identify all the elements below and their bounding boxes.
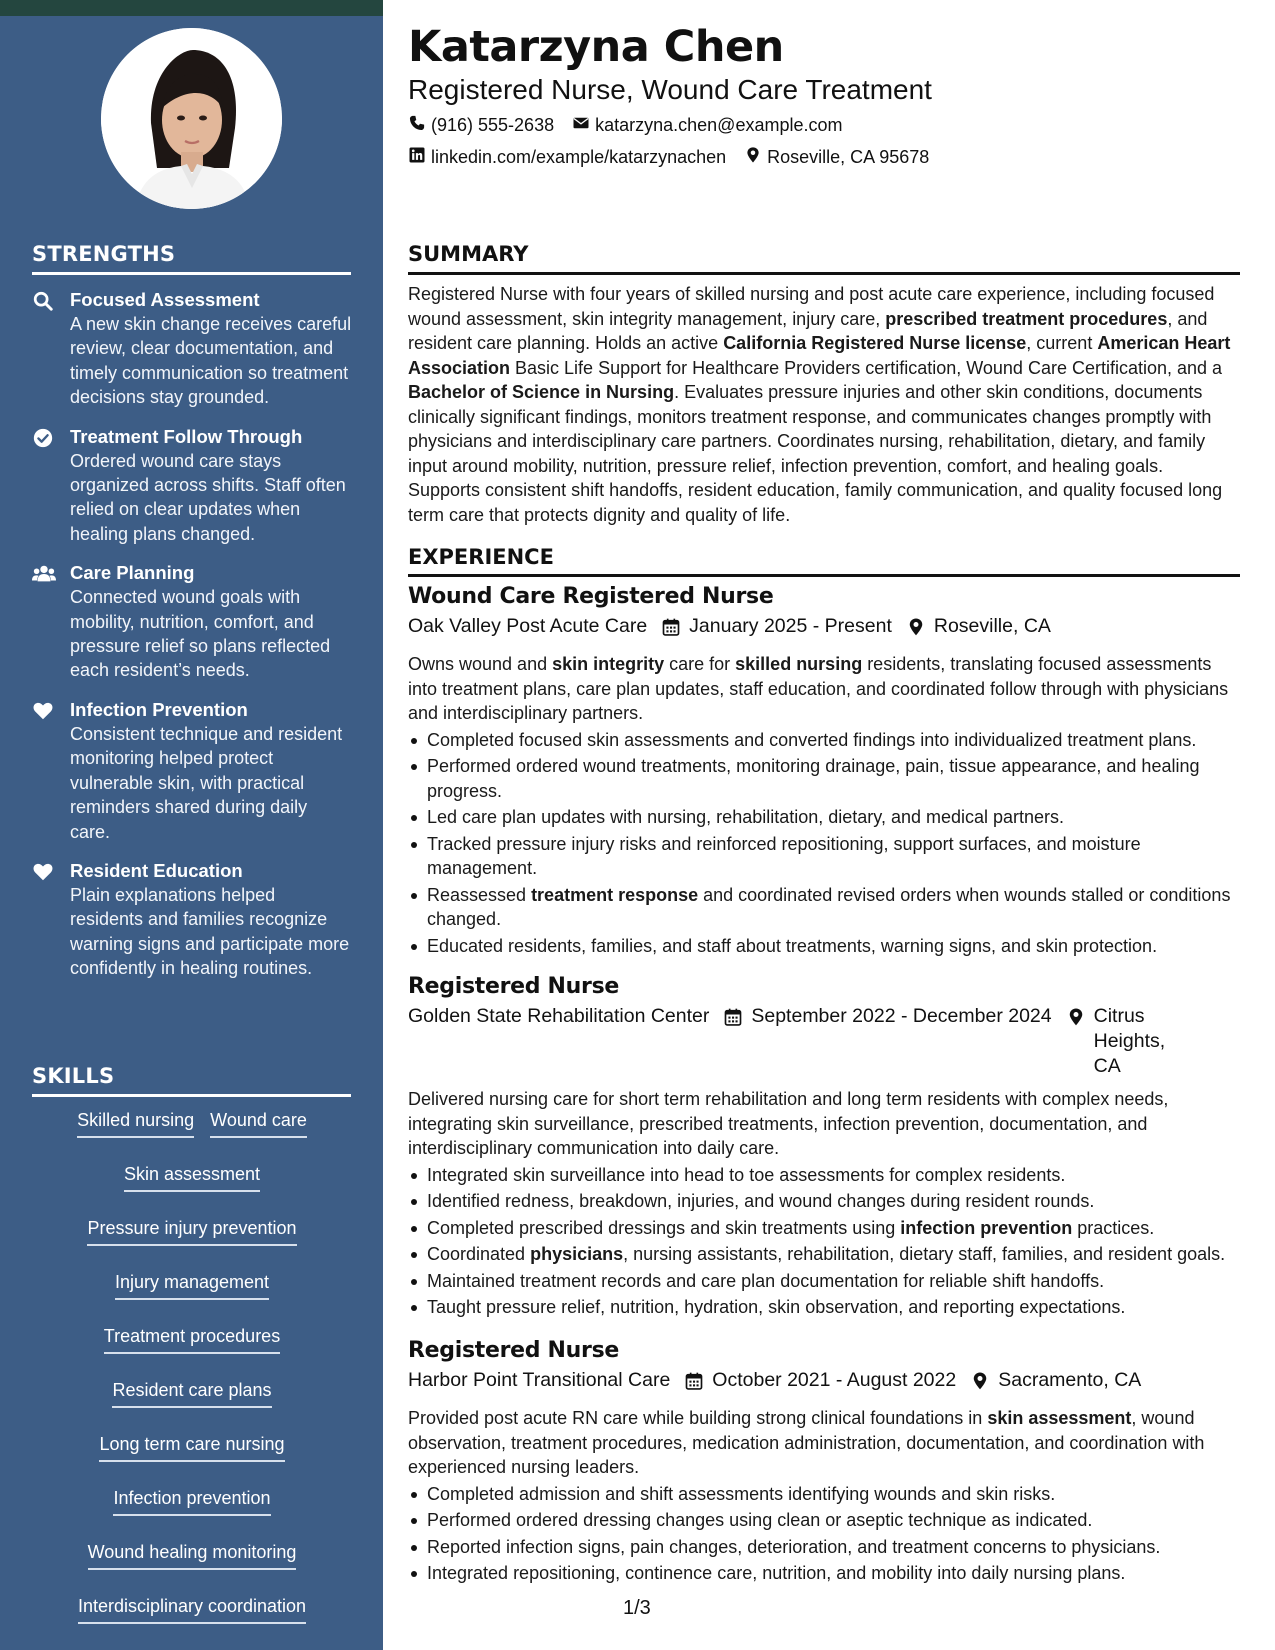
- job-entry: [408, 583, 1240, 960]
- bullet-item: Maintained treatment records and care plan documentation for reliable shift handoffs.: [408, 1269, 1240, 1294]
- job-company: Golden State Rehabilitation Center: [408, 1005, 710, 1027]
- map-pin-icon: [744, 146, 767, 169]
- strength-description: Plain explanations helped residents and families recognize warning signs and participate more confidently in healing routines.: [70, 884, 350, 979]
- skills-heading: SKILLS: [32, 1064, 115, 1088]
- job-dates: January 2025 - Present: [689, 615, 892, 637]
- job-description: Owns wound and skin integrity care for skilled nursing residents, translating focused assessments into treatment plans, care plan updates, staff education, and coordinated follow through with physicians and interdisciplinary partners.: [408, 654, 1229, 723]
- job-location-wrap: [970, 1368, 1141, 1398]
- location-text: Roseville, CA 95678: [767, 147, 930, 167]
- linkedin-text: linkedin.com/example/katarzynachen: [431, 147, 727, 167]
- emphasis-text: prescribed treatment procedures: [885, 308, 1168, 329]
- strength-item: [32, 425, 352, 547]
- emphasis-text: infection prevention: [900, 1217, 1073, 1238]
- sidebar: [0, 0, 383, 1650]
- bullet-item: Integrated repositioning, continence care, nutrition, and mobility into daily nursing plans.: [408, 1561, 1240, 1586]
- job-bullets: [408, 1482, 1240, 1586]
- skill-tag: Skilled nursing: [77, 1108, 194, 1138]
- job-entry: [408, 973, 1240, 1322]
- emphasis-text: skilled nursing: [735, 654, 863, 674]
- contact-phone: [408, 114, 554, 137]
- job-description: Provided post acute RN care while building strong clinical foundations in skin assessment, wound observation, treatment procedures, medication administration, documentation, and coordination with experienced nursing leaders.: [408, 1408, 1205, 1477]
- strengths-list: [32, 288, 352, 996]
- skill-tag: Wound healing monitoring: [88, 1540, 297, 1570]
- profile-photo: [101, 28, 282, 209]
- strength-item: [32, 288, 352, 410]
- heart-icon: [32, 861, 54, 883]
- job-role: Registered Nurse: [408, 1338, 619, 1363]
- envelope-icon: [572, 114, 595, 137]
- search-icon: [32, 290, 54, 312]
- users-icon: [32, 563, 54, 585]
- strength-title: Care Planning: [70, 562, 195, 584]
- summary-text: Registered Nurse with four years of skilled nursing and post acute care experience, including focused wound assessment, skin integrity management, injury care, prescribed treatment procedures, and resident care planning. Holds an active California Registered Nurse license, current American Heart Association Basic Life Support for Healthcare Providers certification, Wound Care Certification, and a Bachelor of Science in Nursing. Evaluates pressure injuries and other skin conditions, documents clinically significant findings, monitors treatment response, and communicates changes promptly with physicians and interdisciplinary care partners. Coordinates nursing, rehabilitation, dietary, and family input around mobility, nutrition, pressure relief, infection prevention, comfort, and healing goals. Supports consistent shift handoffs, resident education, family communication, and quality focused long term care that protects dignity and quality of life.: [408, 284, 1231, 525]
- calendar-icon: [723, 1004, 751, 1034]
- job-role: Registered Nurse: [408, 974, 619, 999]
- job-location: Roseville, CA: [933, 615, 1051, 637]
- candidate-title: Registered Nurse, Wound Care Treatment: [408, 74, 932, 105]
- skill-tag: Long term care nursing: [99, 1432, 284, 1462]
- bullet-item: Led care plan updates with nursing, rehabilitation, dietary, and medical partners.: [408, 805, 1240, 830]
- calendar-icon: [684, 1368, 712, 1398]
- strength-title: Focused Assessment: [70, 289, 260, 310]
- emphasis-text: physicians: [530, 1244, 624, 1264]
- job-dates: October 2021 - August 2022: [712, 1369, 957, 1391]
- strength-item: [32, 859, 352, 981]
- bullet-item: Performed ordered dressing changes using clean or aseptic technique as indicated.: [408, 1508, 1240, 1533]
- contact-row: [408, 146, 947, 169]
- job-meta: [408, 1004, 1240, 1079]
- skill-tag: Injury management: [115, 1270, 269, 1300]
- job-dates: September 2022 - December 2024: [751, 1005, 1052, 1027]
- page-number: 1/3: [623, 1597, 651, 1619]
- strength-title: Treatment Follow Through: [70, 425, 303, 447]
- job-location-wrap: [906, 614, 1051, 644]
- contact-row: [408, 114, 860, 137]
- phone-icon: [408, 114, 431, 137]
- job-role: Wound Care Registered Nurse: [408, 584, 774, 609]
- job-meta: [408, 614, 1240, 644]
- job-company: Oak Valley Post Acute Care: [408, 615, 648, 637]
- map-pin-icon: [970, 1368, 998, 1398]
- job-bullets: [408, 1163, 1240, 1320]
- bullet-item: Reported infection signs, pain changes, deterioration, and treatment concerns to physicians.: [408, 1535, 1240, 1560]
- bullet-item: Educated residents, families, and staff about treatments, warning signs, and skin protection.: [408, 934, 1240, 959]
- strength-title: Resident Education: [70, 859, 243, 881]
- bullet-item: Identified redness, breakdown, injuries, and wound changes during resident rounds.: [408, 1189, 1240, 1214]
- skills-rule: [32, 1094, 351, 1097]
- job-location: Sacramento, CA: [998, 1369, 1142, 1391]
- job-location: Citrus Heights, CA: [1093, 1005, 1166, 1077]
- emphasis-text: skin integrity: [552, 654, 665, 674]
- job-bullets: [408, 728, 1240, 959]
- map-pin-icon: [1066, 1004, 1094, 1034]
- emphasis-text: American Heart Association: [408, 333, 1231, 378]
- job-description: Delivered nursing care for short term rehabilitation and long term residents with complex needs, integrating skin surveillance, prescribed treatments, infection prevention, documentation, and interdisciplinary communication into daily care.: [408, 1089, 1169, 1158]
- strength-description: Connected wound goals with mobility, nutrition, comfort, and pressure relief so plans reflected each resident’s needs.: [70, 587, 331, 681]
- bullet-item: Coordinated physicians, nursing assistants, rehabilitation, dietary staff, families, and resident goals.: [408, 1242, 1240, 1267]
- job-company: Harbor Point Transitional Care: [408, 1369, 671, 1391]
- candidate-name: Katarzyna Chen: [408, 22, 784, 72]
- experience-rule: [408, 574, 1240, 577]
- job-dates-wrap: [723, 1004, 1051, 1034]
- heart-icon: [32, 700, 54, 722]
- check-circle-icon: [32, 427, 54, 449]
- emphasis-text: skin assessment: [987, 1408, 1132, 1428]
- skill-tag: Treatment procedures: [104, 1324, 280, 1354]
- job-dates-wrap: [684, 1368, 956, 1398]
- bullet-item: Integrated skin surveillance into head to toe assessments for complex residents.: [408, 1163, 1240, 1188]
- strength-item: [32, 561, 352, 683]
- job-location-wrap: [1066, 1004, 1176, 1079]
- skill-tag: Pressure injury prevention: [87, 1216, 296, 1246]
- strength-item: [32, 698, 352, 844]
- skill-tag: Skin assessment: [124, 1162, 260, 1192]
- skill-tag: Wound care: [210, 1108, 307, 1138]
- strength-description: A new skin change receives careful review, clear documentation, and timely communication so treatment decisions stay grounded.: [70, 314, 352, 408]
- emphasis-text: California Registered Nurse license: [723, 333, 1027, 353]
- skill-tag: Interdisciplinary coordination: [78, 1594, 306, 1624]
- experience-heading: EXPERIENCE: [408, 545, 554, 569]
- bullet-item: Completed prescribed dressings and skin treatments using infection prevention practices.: [408, 1216, 1240, 1241]
- contact-email[interactable]: [572, 114, 842, 137]
- bullet-item: Tracked pressure injury risks and reinforced repositioning, support surfaces, and moisture management.: [408, 832, 1240, 881]
- emphasis-text: treatment response: [531, 884, 699, 905]
- strength-description: Ordered wound care stays organized across shifts. Staff often relied on clear updates when healing plans changed.: [70, 450, 346, 544]
- calendar-icon: [661, 614, 689, 644]
- strength-title: Infection Prevention: [70, 698, 248, 720]
- summary-rule: [408, 272, 1240, 275]
- contact-location: [744, 146, 929, 169]
- strength-description: Consistent technique and resident monitoring helped protect vulnerable skin, with practical reminders shared during daily care.: [70, 723, 343, 842]
- bullet-item: Taught pressure relief, nutrition, hydration, skin observation, and reporting expectations.: [408, 1295, 1240, 1320]
- linkedin-icon: [408, 146, 431, 169]
- contact-linkedin[interactable]: [408, 146, 726, 169]
- strengths-heading: STRENGTHS: [32, 242, 176, 266]
- summary-heading: SUMMARY: [408, 242, 529, 266]
- job-entry: [408, 1337, 1240, 1588]
- email-text: katarzyna.chen@example.com: [595, 115, 843, 135]
- emphasis-text: Bachelor of Science in Nursing: [408, 382, 675, 402]
- phone-text: (916) 555-2638: [431, 115, 555, 135]
- skill-tag: Resident care plans: [112, 1378, 271, 1408]
- bullet-item: Completed focused skin assessments and converted findings into individualized treatment plans.: [408, 728, 1240, 753]
- map-pin-icon: [906, 614, 934, 644]
- job-meta: [408, 1368, 1240, 1398]
- sidebar-top-bar: [0, 0, 383, 16]
- job-dates-wrap: [661, 614, 892, 644]
- bullet-item: Performed ordered wound treatments, monitoring drainage, pain, tissue appearance, and healing progress.: [408, 754, 1240, 803]
- bullet-item: Completed admission and shift assessments identifying wounds and skin risks.: [408, 1482, 1240, 1507]
- bullet-item: Reassessed treatment response and coordinated revised orders when wounds stalled or conditions changed.: [408, 883, 1240, 932]
- skills-list: [32, 1108, 352, 1624]
- skill-tag: Infection prevention: [113, 1486, 270, 1516]
- strengths-rule: [32, 272, 351, 275]
